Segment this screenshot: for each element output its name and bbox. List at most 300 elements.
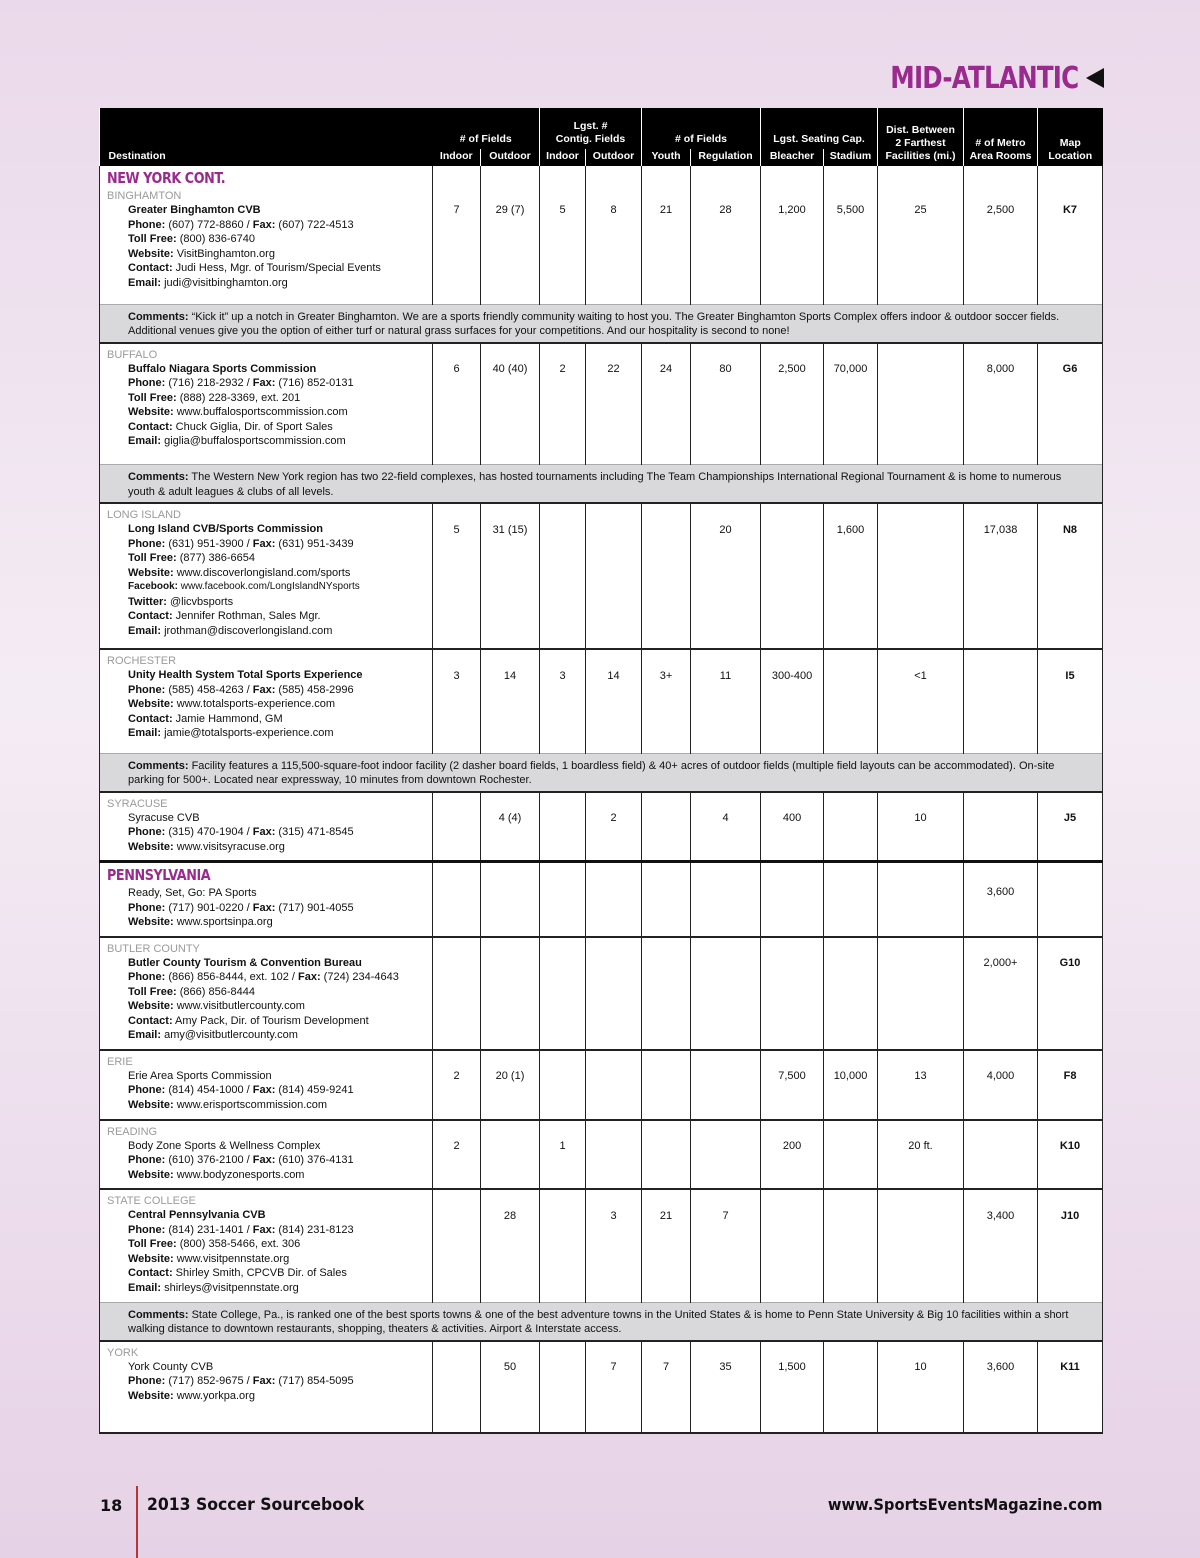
destination-cell [100,862,433,937]
contact-line [107,1083,426,1098]
contact-line [107,580,426,595]
cell-value: 5 [559,204,566,216]
table-cell [761,166,824,304]
table-cell [1038,862,1103,937]
table-body [100,166,1103,1433]
contact-line-label: Phone: [128,218,166,231]
contact-line [107,376,426,391]
table-cell [586,937,642,1050]
contact-line-label: Phone: [128,1223,166,1236]
contact-line-label: Toll Free: [128,1238,177,1250]
table-cell [642,649,691,753]
contact-line-text: (800) 358-5466, ext. 306 [176,1238,301,1250]
contact-line [107,985,426,1000]
table-row [100,1341,1103,1433]
header-stadium: Stadium [824,149,878,166]
cell-value: 50 [503,1361,517,1373]
header-distance: Dist. Between 2 Farthest Facilities (mi.) [878,108,964,166]
contact-line-text: www.facebook.com/LongIslandNYsports [178,581,360,592]
contact-line-text: www.visitpennstate.org [173,1252,290,1265]
contact-line [107,434,426,449]
contact-line-text: www.visitsyracuse.org [173,840,285,853]
table-cell [761,1341,824,1433]
table-cell [540,937,586,1050]
cell-value: 35 [719,1361,732,1373]
header-fields-2: # of Fields [642,108,761,149]
table-cell [964,649,1038,753]
destination-cell [100,1341,433,1433]
contact-line [107,1028,426,1043]
cell-value: 7 [662,1361,670,1373]
table-cell [691,1341,761,1433]
table-cell [433,343,481,465]
table-cell [964,1050,1038,1120]
contact-line [107,276,426,291]
table-cell [540,1341,586,1433]
contact-line-label: Website: [128,406,174,418]
contact-line-text: York County CVB [128,1360,214,1373]
city-label: ROCHESTER [107,655,177,667]
contact-line-label: Contact: [128,1014,173,1027]
contact-line-text: (866) 856-8444, ext. 102 / [165,971,298,983]
table-row [100,1189,1103,1302]
contact-line-text: (716) 218-2932 / [165,377,253,389]
contact-line-label: Website: [128,1389,174,1402]
contact-line [107,811,426,826]
cell-value: 24 [659,363,673,375]
header-seating: Lgst. Seating Cap. [761,108,878,149]
contact-line [107,624,426,639]
table-row [100,862,1103,937]
cell-value: 40 (40) [492,363,528,375]
contact-line-label: Website: [128,1098,174,1111]
table-cell [481,937,540,1050]
contact-line-label: Email: [128,624,162,637]
table-cell [824,503,878,649]
comment-row [100,753,1103,792]
table-cell [1038,166,1103,304]
header-bleacher: Bleacher [761,149,824,166]
table-cell [691,503,761,649]
contact-line-text: Long Island CVB/Sports Commission [128,523,323,535]
header-destination: Destination [100,108,433,166]
table-cell [964,1120,1038,1190]
contact-line-label: Phone: [128,971,166,983]
cell-value: 21 [659,204,673,216]
table-cell [878,1189,964,1302]
contact-line [107,203,426,218]
contact-line-text: Erie Area Sports Commission [128,1069,272,1082]
table-cell [824,792,878,862]
header-fields-1-label: # of Fields [459,133,512,145]
contact-line-label: Email: [128,1029,162,1041]
table-cell [878,1341,964,1433]
cell-value: 2,000+ [983,957,1018,969]
contact-line-text: Jamie Hammond, GM [172,712,283,725]
contact-line [107,1098,426,1113]
contact-line-text: (717) 854-5095 [275,1375,354,1387]
contact-line-text: (716) 852-0131 [275,377,354,389]
contact-line-label: Website: [128,916,174,928]
table-cell [1038,792,1103,862]
destination-cell [100,343,433,465]
contact-line [107,999,426,1014]
contact-line [107,825,426,840]
table-row [100,1120,1103,1190]
contact-line [107,683,426,698]
table-cell [824,937,878,1050]
table-cell [433,792,481,862]
cell-value: 10,000 [833,1070,868,1082]
city-label: READING [107,1125,158,1138]
contact-line [107,609,426,624]
table-cell [1038,343,1103,465]
table-cell [642,503,691,649]
contact-line-label: Contact: [128,1267,173,1279]
contact-line [107,1139,426,1154]
cell-value: 28 [503,1209,517,1222]
contact-line [107,712,426,727]
table-cell [691,1120,761,1190]
comment-label: Comments: [128,310,189,323]
table-cell [586,792,642,862]
contact-line [107,551,426,566]
table-cell [878,937,964,1050]
table-cell [642,166,691,304]
cell-value: 1,200 [778,204,806,216]
destination-cell [100,1120,433,1190]
cell-value: 20 ft. [908,1140,933,1152]
comment-text: “Kick it” up a notch in Greater Binghamton. We are a sports friendly community waiting to host you. The Greater Binghamton Sports Complex offers indoor & outdoor soccer fields. Additional venues give you the option of either turf or natural grass surfaces for your competitions. And our hospitality is second to none! [128,310,1060,337]
cell-value: J5 [1063,812,1077,824]
contact-line [107,232,426,247]
cell-value: 17,038 [983,523,1018,536]
contact-line-label: Phone: [128,377,166,389]
contact-line-label: Contact: [128,420,173,433]
table-cell [642,343,691,465]
comment-row [100,304,1103,343]
cell-value: 1,600 [836,523,865,536]
cell-value: 20 [719,523,732,536]
table-cell [540,1050,586,1120]
contact-line-label: Fax: [252,1154,276,1166]
contact-line-text: (607) 722-4513 [275,218,354,231]
city-label: STATE COLLEGE [107,1195,196,1207]
contact-line-label: Website: [128,1252,174,1265]
table-cell [433,1189,481,1302]
contact-line-text: amy@visitbutlercounty.com [161,1029,298,1041]
contact-line-text: (631) 951-3900 / [165,537,253,550]
comment-label: Comments: [128,471,189,483]
cell-value: N8 [1062,523,1078,536]
table-cell [878,166,964,304]
table-cell [1038,1189,1103,1302]
contact-line-text: (631) 951-3439 [275,537,354,550]
contact-line-label: Website: [128,1168,174,1181]
contact-line [107,1223,426,1238]
contact-line [107,668,426,683]
table-cell [964,1341,1038,1433]
region-heading: NEW YORK CONT. [107,169,226,187]
table-cell [586,343,642,465]
contact-line-text: (585) 458-4263 / [165,683,253,696]
table-cell [824,1120,878,1190]
facilities-table [99,108,1103,1434]
website-link[interactable]: www.SportsEventsMagazine.com [827,1495,1102,1514]
contact-line-text: (814) 459-9241 [275,1084,354,1096]
contact-line-label: Email: [128,435,162,447]
contact-line [107,1237,426,1252]
table-cell [642,1120,691,1190]
cell-value: 2,500 [778,363,806,375]
destination-cell [100,503,433,649]
city-label: BUTLER COUNTY [107,942,200,955]
contact-line-text: Greater Binghamton CVB [128,204,261,216]
section-title: MID-ATLANTIC [889,60,1078,96]
table-row [100,937,1103,1050]
table-cell [481,343,540,465]
contact-line-text: (800) 836-6740 [176,233,255,245]
contact-line [107,420,426,435]
table-row [100,1050,1103,1120]
contact-line [107,566,426,581]
cell-value: 3 [453,669,460,682]
cell-value: 200 [782,1140,802,1152]
table-cell [540,1189,586,1302]
table-cell [642,1341,691,1433]
table-row [100,649,1103,753]
cell-value: 8 [610,204,617,216]
contact-line-text: www.bodyzonesports.com [173,1168,305,1181]
contact-line [107,970,426,985]
header-regulation: Regulation [691,149,761,166]
comment-cell [100,304,1103,343]
table-cell [540,166,586,304]
cell-value: 21 [659,1209,673,1222]
table-cell [1038,1341,1103,1433]
contact-line-label: Website: [128,1000,174,1012]
city-label: BUFFALO [107,348,158,361]
table-cell [761,792,824,862]
region-heading: PENNSYLVANIA [107,866,211,884]
table-cell [586,1341,642,1433]
table-cell [824,1050,878,1120]
table-cell [1038,937,1103,1050]
cell-value: 4 (4) [498,812,522,824]
table-cell [964,792,1038,862]
cell-value: 1,500 [778,1361,806,1373]
table-cell [964,343,1038,465]
table-cell [586,862,642,937]
cell-value: 14 [503,669,517,682]
contact-line-text: (724) 234-4643 [320,971,399,983]
table-cell [481,862,540,937]
contact-line [107,1208,426,1223]
contact-line [107,1252,426,1267]
contact-line-text: (610) 376-4131 [275,1154,354,1166]
contact-line-label: Fax: [252,218,276,231]
comment-text: Facility features a 115,500-square-foot indoor facility (2 dasher board fields, 1 boardless field) & 40+ acres of outdoor fields (multiple field layouts can be accommodated). On-site parking for 500+. Located near expressway, 10 minutes from downtown Rochester. [128,759,1055,786]
cell-value: 29 (7) [495,204,525,216]
contact-line-label: Email: [128,276,162,289]
city-label: SYRACUSE [107,797,168,810]
table-cell [824,649,878,753]
cell-value: 80 [719,363,732,375]
contact-line-label: Email: [128,727,162,739]
city-label: ERIE [107,1055,133,1068]
cell-value: 25 [914,204,927,216]
contact-line-text: giglia@buffalosportscommission.com [161,435,346,447]
table-cell [540,1120,586,1190]
contact-line-label: Fax: [252,377,276,389]
contact-line-label: Phone: [128,537,166,550]
cell-value: 6 [453,363,460,375]
contact-line [107,915,426,930]
table-cell [761,937,824,1050]
contact-line-label: Email: [128,1281,162,1294]
cell-value: K7 [1062,204,1078,216]
table-cell [761,862,824,937]
contact-line [107,405,426,420]
cell-value: 5 [453,523,460,536]
contact-line-text: (315) 471-8545 [275,826,354,838]
contact-line [107,1360,426,1375]
contact-line [107,697,426,712]
table-cell [964,937,1038,1050]
contact-line-label: Phone: [128,683,166,696]
contact-line-text: Body Zone Sports & Wellness Complex [128,1139,321,1152]
header-indoor-1: Indoor [433,149,481,166]
contact-line-text: (717) 852-9675 / [165,1375,253,1387]
table-cell [761,1050,824,1120]
contact-line-text: www.discoverlongisland.com/sports [173,566,351,579]
table-cell [433,1120,481,1190]
contact-line-text: www.sportsinpa.org [173,916,273,928]
table-cell [433,1341,481,1433]
table-cell [691,343,761,465]
cell-value: 3 [610,1209,617,1222]
cell-value: 2 [610,812,617,824]
comment-cell [100,465,1103,504]
footer-divider [136,1486,138,1558]
contact-line [107,840,426,855]
cell-value: 8,000 [986,363,1015,375]
contact-line [107,522,426,537]
cell-value: 3+ [659,669,673,682]
table-cell [964,166,1038,304]
destination-cell [100,166,433,304]
table-cell [824,1341,878,1433]
destination-cell [100,1189,433,1302]
cell-value: 20 (1) [495,1070,525,1082]
contact-line [107,391,426,406]
cell-value: 3,600 [986,886,1015,898]
table-cell [642,937,691,1050]
city-label: BINGHAMTON [107,190,182,202]
cell-value: 400 [782,812,802,824]
contact-line-text: Amy Pack, Dir. of Tourism Development [172,1014,369,1027]
contact-line-label: Fax: [252,1084,276,1096]
cell-value: 2 [453,1140,460,1152]
table-cell [691,862,761,937]
contact-line-label: Toll Free: [128,233,177,245]
header-metro-rooms: # of Metro Area Rooms [964,108,1038,166]
contact-line [107,247,426,262]
cell-value: I5 [1065,669,1075,682]
table-cell [691,1189,761,1302]
comment-label: Comments: [128,759,189,772]
contact-line-text: Ready, Set, Go: PA Sports [128,887,257,899]
table-cell [586,1189,642,1302]
comment-cell [100,753,1103,792]
table-cell [878,343,964,465]
table-cell [1038,649,1103,753]
contact-line-label: Contact: [128,610,173,622]
publication-title: 2013 Soccer Sourcebook [147,1495,365,1515]
contact-line-text: www.yorkpa.org [173,1389,255,1402]
cell-value: 7 [722,1209,729,1222]
table-cell [481,649,540,753]
contact-line-label: Toll Free: [128,552,177,564]
contact-line-text: Chuck Giglia, Dir. of Sport Sales [172,420,333,433]
contact-line-text: Shirley Smith, CPCVB Dir. of Sales [172,1267,347,1279]
table-cell [964,503,1038,649]
destination-cell [100,792,433,862]
contact-line [107,1281,426,1296]
contact-line-text: Jennifer Rothman, Sales Mgr. [172,610,321,622]
contact-line-label: Fax: [252,1223,276,1236]
contact-line [107,595,426,610]
comment-label: Comments: [128,1308,189,1321]
table-cell [642,862,691,937]
contact-line-text: (717) 901-4055 [275,901,354,914]
table-row [100,343,1103,465]
cell-value: 7 [610,1361,617,1373]
table-row [100,166,1103,304]
contact-line [107,1153,426,1168]
cell-value: K10 [1059,1140,1081,1152]
table-cell [691,649,761,753]
table-cell [433,862,481,937]
destination-cell [100,649,433,753]
contact-line-label: Toll Free: [128,985,177,998]
contact-line [107,1014,426,1029]
table-cell [824,862,878,937]
header-outdoor-2: Outdoor [586,149,642,166]
contact-line-text: (610) 376-2100 / [165,1154,253,1166]
table-cell [1038,1120,1103,1190]
contact-line-label: Twitter: [128,595,167,608]
contact-line-label: Phone: [128,1375,166,1387]
cell-value: 4 [722,812,729,824]
table-cell [642,1050,691,1120]
contact-line [107,956,426,971]
table-cell [824,1189,878,1302]
table-cell [481,166,540,304]
table-cell [586,1120,642,1190]
contact-line [107,886,426,901]
contact-line-text: Central Pennsylvania CVB [128,1209,266,1221]
cell-value: 5,500 [836,204,865,216]
contact-line-label: Toll Free: [128,391,177,404]
table-cell [761,1189,824,1302]
contact-line-text: www.totalsports-experience.com [173,698,336,710]
contact-line-label: Contact: [128,262,173,274]
table-cell [1038,503,1103,649]
table-cell [540,503,586,649]
table-cell [964,862,1038,937]
cell-value: 300-400 [771,669,813,682]
